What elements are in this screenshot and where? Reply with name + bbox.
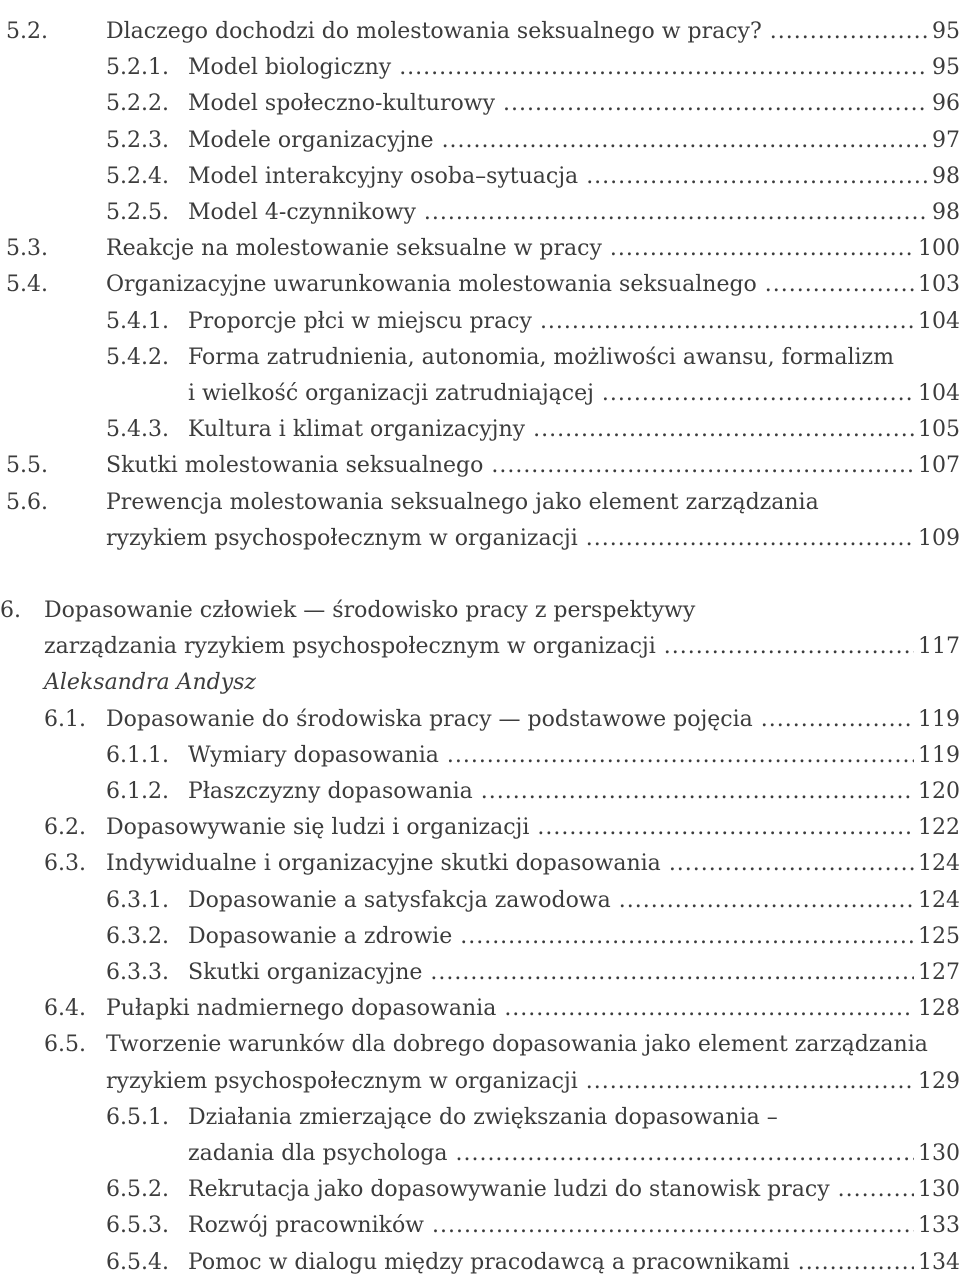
section-title: Rozwój pracowników: [188, 1213, 425, 1239]
page-number: 117: [918, 634, 960, 660]
section-title: Pomoc w dialogu między pracodawcą a pracownikami: [188, 1249, 790, 1275]
section-title: Wymiary dopasowania: [188, 742, 439, 768]
section-title: Skutki organizacyjne: [188, 960, 423, 985]
section-title: Dlaczego dochodzi do molestowania seksualnego w pracy?: [106, 19, 762, 44]
dot-leader: [447, 1136, 914, 1172]
entry-line: [188, 123, 960, 159]
toc-entry[interactable]: [0, 231, 960, 267]
entry-line: [188, 412, 960, 448]
page-number: 104: [918, 308, 960, 334]
dot-leader: [473, 774, 914, 810]
page-number: 125: [918, 923, 960, 949]
section-number: 5.2.2.: [106, 91, 169, 117]
section-number: 5.6.: [6, 489, 48, 515]
section-number: 6.3.3.: [106, 960, 169, 985]
section-title: Dopasowanie człowiek — środowisko pracy z perspektywy: [44, 598, 696, 623]
page-number: 104: [918, 381, 960, 406]
dot-leader: [611, 883, 914, 919]
toc-entry[interactable]: [0, 883, 960, 919]
section-number: 6.1.2.: [106, 779, 169, 804]
entry-line: [188, 1136, 960, 1172]
page-number: 103: [918, 272, 960, 298]
page-number: 107: [918, 453, 960, 479]
dot-leader: [757, 267, 914, 303]
section-title: zadania dla psychologa: [188, 1141, 448, 1166]
entry-line: [106, 810, 960, 846]
entry-line: [188, 955, 960, 991]
section-title: Dopasowanie a satysfakcja zawodowa: [188, 887, 611, 913]
section-number: 6.: [0, 598, 21, 623]
chapter-author: [0, 665, 960, 701]
entry-line: [188, 738, 960, 774]
section-title: Działania zmierzające do zwiększania dopasowania –: [188, 1104, 778, 1130]
entry-line: [106, 231, 960, 267]
entry-line: [188, 1100, 960, 1136]
page-number: 127: [918, 960, 960, 985]
page-number: 120: [918, 779, 960, 804]
section-number: 5.4.1.: [106, 308, 169, 334]
section-number: 5.4.2.: [106, 344, 169, 370]
section-title: Modele organizacyjne: [188, 127, 434, 153]
section-title: Model interakcyjny osoba–sytuacja: [188, 163, 579, 189]
dot-leader: [416, 195, 928, 231]
page-number: 119: [918, 706, 960, 732]
dot-leader: [656, 629, 914, 665]
section-title: Skutki molestowania seksualnego: [106, 453, 484, 479]
section-title: Reakcje na molestowanie seksualne w pracy: [106, 236, 602, 262]
section-title: Model 4-czynnikowy: [188, 200, 416, 225]
section-number: 6.5.2.: [106, 1177, 169, 1203]
section-number: 6.2.: [44, 815, 86, 841]
section-title: Pułapki nadmiernego dopasowania: [106, 996, 497, 1022]
page-number: 130: [918, 1141, 960, 1166]
entry-line: [188, 774, 960, 810]
section-number: 6.3.1.: [106, 887, 169, 913]
section-number: 5.2.3.: [106, 127, 169, 153]
section-title: Dopasowanie a zdrowie: [188, 923, 453, 949]
section-title: i wielkość organizacji zatrudniającej: [188, 381, 594, 406]
section-number: 6.5.4.: [106, 1249, 169, 1275]
page-number: 129: [918, 1068, 960, 1094]
section-title: Dopasowywanie się ludzi i organizacji: [106, 815, 530, 841]
section-number: 6.1.1.: [106, 742, 169, 768]
page-number: 109: [918, 525, 960, 551]
toc-entry[interactable]: [0, 521, 960, 557]
dot-leader: [434, 123, 928, 159]
section-number: 5.4.3.: [106, 417, 169, 443]
dot-leader: [422, 955, 914, 991]
section-title: Tworzenie warunków dla dobrego dopasowania jako element zarządzania: [106, 1032, 928, 1058]
toc-entry[interactable]: [0, 123, 960, 159]
entry-line: [188, 159, 960, 195]
toc-entry[interactable]: [0, 159, 960, 195]
dot-leader: [578, 521, 914, 557]
section-title: Prewencja molestowania seksualnego jako element zarządzania: [106, 489, 819, 515]
entry-line: [106, 991, 960, 1027]
dot-leader: [496, 991, 914, 1027]
section-number: 5.5.: [6, 453, 48, 479]
toc-entry[interactable]: [0, 1172, 960, 1208]
section-number: 6.3.: [44, 851, 86, 877]
page-number: 133: [918, 1213, 960, 1239]
page-number: 95: [932, 19, 960, 44]
section-number: 5.4.: [6, 272, 48, 298]
entry-line: [188, 86, 960, 122]
section-number: 6.5.: [44, 1032, 86, 1058]
toc-entry[interactable]: [0, 919, 960, 955]
section-title: ryzykiem psychospołecznym w organizacji: [106, 525, 578, 551]
page-number: 124: [918, 851, 960, 877]
toc-entry[interactable]: [0, 448, 960, 484]
dot-leader: [602, 231, 914, 267]
toc-entry[interactable]: [0, 14, 960, 50]
section-number: 5.3.: [6, 236, 48, 262]
toc-entry[interactable]: [0, 1208, 960, 1244]
section-number: 5.2.1.: [106, 55, 169, 81]
section-title: Dopasowanie do środowiska pracy — podstawowe pojęcia: [106, 706, 753, 732]
section-title: Model społeczno-kulturowy: [188, 91, 496, 117]
toc-entry[interactable]: [0, 1245, 960, 1281]
dot-leader: [529, 810, 914, 846]
toc-entry[interactable]: [0, 991, 960, 1027]
page-number: 128: [918, 996, 960, 1022]
entry-line: [106, 14, 960, 50]
toc-entry[interactable]: [0, 195, 960, 231]
toc-entry[interactable]: [0, 412, 960, 448]
entry-line: [106, 267, 960, 303]
entry-line: [188, 376, 960, 412]
page-number: 98: [932, 200, 960, 225]
toc-entry[interactable]: [0, 340, 960, 376]
section-number: 5.2.5.: [106, 200, 169, 225]
section-title: ryzykiem psychospołecznym w organizacji: [106, 1068, 578, 1094]
entry-line: [44, 629, 960, 665]
dot-leader: [594, 376, 914, 412]
page-number: 124: [918, 887, 960, 913]
toc-entry[interactable]: [0, 267, 960, 303]
page-number: 96: [932, 91, 960, 117]
section-title: zarządzania ryzykiem psychospołecznym w organizacji: [44, 634, 656, 660]
dot-leader: [525, 412, 914, 448]
toc-entry[interactable]: [0, 485, 960, 521]
dot-leader: [391, 50, 928, 86]
section-number: 6.5.3.: [106, 1213, 169, 1239]
dot-leader: [578, 1064, 914, 1100]
page-number: 97: [932, 127, 960, 153]
toc-entry[interactable]: [0, 1027, 960, 1063]
dot-leader: [762, 14, 928, 50]
dot-leader: [661, 846, 914, 882]
section-title: Proporcje płci w miejscu pracy: [188, 308, 532, 334]
page-number: 122: [918, 815, 960, 841]
entry-line: [188, 1245, 960, 1281]
dot-leader: [532, 304, 914, 340]
section-number: 6.1.: [44, 706, 86, 732]
section-number: 6.3.2.: [106, 923, 169, 949]
section-title: Kultura i klimat organizacyjny: [188, 417, 526, 443]
toc-entry[interactable]: [0, 376, 960, 412]
page-number: 105: [918, 417, 960, 443]
toc-entry[interactable]: [0, 1100, 960, 1136]
section-title: Płaszczyzny dopasowania: [188, 779, 473, 804]
entry-line: [106, 1064, 960, 1100]
entry-line: [188, 50, 960, 86]
entry-line: [188, 883, 960, 919]
entry-line: [44, 593, 960, 629]
entry-line: [188, 1172, 960, 1208]
toc-entry[interactable]: [0, 955, 960, 991]
entry-line: [106, 448, 960, 484]
page-number: 130: [918, 1177, 960, 1203]
author-name: Aleksandra Andysz: [44, 670, 257, 696]
section-title: Organizacyjne uwarunkowania molestowania seksualnego: [106, 272, 757, 298]
section-title: Indywidualne i organizacyjne skutki dopasowania: [106, 851, 661, 877]
entry-line: [188, 304, 960, 340]
dot-leader: [452, 919, 914, 955]
section-title: Forma zatrudnienia, autonomia, możliwości awansu, formalizm: [188, 344, 894, 370]
entry-line: [106, 702, 960, 738]
toc-entry[interactable]: [0, 304, 960, 340]
page-number: 98: [932, 163, 960, 189]
toc-entry[interactable]: [0, 50, 960, 86]
toc-entry[interactable]: [0, 1064, 960, 1100]
entry-line: [106, 1027, 960, 1063]
entry-line: [188, 1208, 960, 1244]
dot-leader: [439, 738, 914, 774]
entry-line: [106, 521, 960, 557]
section-title: Rekrutacja jako dopasowywanie ludzi do stanowisk pracy: [188, 1177, 830, 1203]
page-number: 119: [918, 742, 960, 768]
toc-entry[interactable]: [0, 810, 960, 846]
toc-entry[interactable]: [0, 738, 960, 774]
dot-leader: [495, 86, 928, 122]
dot-leader: [790, 1245, 914, 1281]
dot-leader: [578, 159, 928, 195]
entry-line: [188, 195, 960, 231]
page-number: 95: [932, 55, 960, 81]
section-number: 6.5.1.: [106, 1104, 169, 1130]
toc-entry[interactable]: [0, 1136, 960, 1172]
section-title: Model biologiczny: [188, 55, 392, 81]
dot-leader: [483, 448, 914, 484]
entry-line: [106, 485, 960, 521]
toc-entry[interactable]: [0, 86, 960, 122]
page-number: 134: [918, 1249, 960, 1275]
section-number: 5.2.4.: [106, 163, 169, 189]
page-number: 100: [918, 236, 960, 262]
entry-line: [188, 340, 960, 376]
toc-entry[interactable]: [0, 629, 960, 665]
toc-entry[interactable]: [0, 593, 960, 629]
entry-line: [106, 846, 960, 882]
toc-entry[interactable]: [0, 774, 960, 810]
dot-leader: [424, 1208, 914, 1244]
dot-leader: [830, 1172, 914, 1208]
entry-line: [188, 919, 960, 955]
toc-entry[interactable]: [0, 702, 960, 738]
dot-leader: [753, 702, 914, 738]
toc-entry[interactable]: [0, 846, 960, 882]
section-number: 5.2.: [6, 19, 48, 44]
section-number: 6.4.: [44, 996, 86, 1022]
